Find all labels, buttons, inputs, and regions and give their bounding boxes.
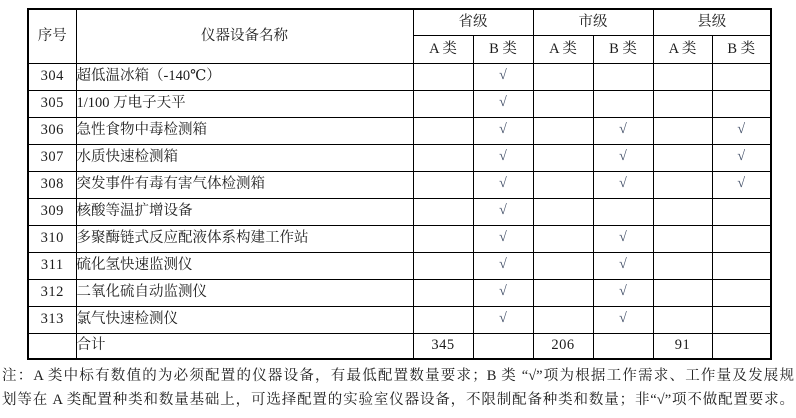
header-municipal-class-a: A 类 [533,35,593,63]
serial-cell: 304 [28,63,76,90]
header-provincial-class-a: A 类 [413,35,473,63]
empty-cell [653,279,712,306]
check-cell: √ [712,144,771,171]
table-row [28,198,771,225]
empty-cell [712,333,771,359]
header-county-class-b: B 类 [712,35,771,63]
empty-cell [533,306,593,333]
check-cell: √ [593,225,653,252]
empty-cell [533,90,593,117]
serial-cell: 310 [28,225,76,252]
empty-cell [712,198,771,225]
empty-cell [593,63,653,90]
equipment-name-cell: 超低温冰箱（-140℃） [76,63,413,90]
check-cell: √ [473,252,533,279]
check-cell: √ [473,90,533,117]
header-equipment-name: 仪器设备名称 [76,9,413,63]
serial-cell: 311 [28,252,76,279]
table-row [28,252,771,279]
empty-cell [653,63,712,90]
serial-cell: 306 [28,117,76,144]
check-cell: √ [593,306,653,333]
empty-cell [413,198,473,225]
equipment-name-cell: 1/100 万电子天平 [76,90,413,117]
empty-cell [533,117,593,144]
empty-cell [653,306,712,333]
empty-cell [413,279,473,306]
equipment-name-cell: 急性食物中毒检测箱 [76,117,413,144]
empty-cell [533,198,593,225]
empty-cell [533,279,593,306]
check-cell: √ [593,279,653,306]
empty-cell [473,333,533,359]
serial-cell: 312 [28,279,76,306]
table-row [28,63,771,90]
empty-cell [653,252,712,279]
header-county-class-a: A 类 [653,35,712,63]
header-serial: 序号 [28,9,76,63]
empty-cell [653,198,712,225]
check-cell: √ [712,171,771,198]
table-row [28,171,771,198]
empty-cell [533,144,593,171]
serial-cell: 309 [28,198,76,225]
empty-cell [413,225,473,252]
equipment-table-body [28,63,771,359]
empty-cell [712,252,771,279]
empty-cell [712,63,771,90]
empty-cell [712,306,771,333]
check-cell: √ [473,306,533,333]
empty-cell [413,63,473,90]
check-cell: √ [473,63,533,90]
header-municipal-class-b: B 类 [593,35,653,63]
empty-cell [413,117,473,144]
header-provincial-class-b: B 类 [473,35,533,63]
check-cell: √ [473,144,533,171]
empty-cell [533,252,593,279]
footnote-line-1: 注：A 类中标有数值的为必须配置的仪器设备，有最低配置数量要求；B 类 “√”项为根据工作需求、工作量及发展规 [2,368,794,384]
check-cell: √ [473,171,533,198]
equipment-name-cell: 水质快速检测箱 [76,144,413,171]
header-group-row [28,9,771,35]
empty-cell [653,144,712,171]
header-municipal: 市级 [533,9,653,35]
empty-cell [593,198,653,225]
footnote [2,364,794,412]
table-row [28,144,771,171]
table-row [28,306,771,333]
empty-cell [533,225,593,252]
serial-cell: 307 [28,144,76,171]
table-header [28,9,771,63]
empty-cell [712,90,771,117]
table-row [28,117,771,144]
check-cell: √ [473,198,533,225]
check-cell: √ [593,171,653,198]
equipment-name-cell: 硫化氢快速监测仪 [76,252,413,279]
empty-cell [653,117,712,144]
header-provincial: 省级 [413,9,533,35]
table-total-row [28,333,771,359]
check-cell: √ [593,117,653,144]
empty-cell [653,171,712,198]
equipment-name-cell: 核酸等温扩增设备 [76,198,413,225]
serial-cell: 313 [28,306,76,333]
table-row [28,90,771,117]
total-label-cell: 合计 [76,333,413,359]
check-cell: √ [593,144,653,171]
empty-cell [413,144,473,171]
serial-cell [28,333,76,359]
footnote-line-2: 划等在 A 类配置种类和数量基础上，可选择配置的实验室仪器设备，不限制配备种类和数量；非“√”项不做配置要求。 [2,392,794,408]
total-value-cell: 91 [653,333,712,359]
check-cell: √ [712,117,771,144]
empty-cell [533,63,593,90]
equipment-name-cell: 多聚酶链式反应配液体系构建工作站 [76,225,413,252]
empty-cell [413,171,473,198]
check-cell: √ [473,225,533,252]
empty-cell [413,306,473,333]
total-value-cell: 206 [533,333,593,359]
empty-cell [712,279,771,306]
empty-cell [593,90,653,117]
empty-cell [593,333,653,359]
equipment-name-cell: 氯气快速检测仪 [76,306,413,333]
empty-cell [413,252,473,279]
empty-cell [653,225,712,252]
equipment-name-cell: 二氧化硫自动监测仪 [76,279,413,306]
table-row [28,279,771,306]
check-cell: √ [473,279,533,306]
table-row [28,225,771,252]
serial-cell: 308 [28,171,76,198]
empty-cell [533,171,593,198]
empty-cell [653,90,712,117]
check-cell: √ [593,252,653,279]
empty-cell [413,90,473,117]
equipment-table [27,8,772,360]
serial-cell: 305 [28,90,76,117]
check-cell: √ [473,117,533,144]
equipment-name-cell: 突发事件有毒有害气体检测箱 [76,171,413,198]
header-county: 县级 [653,9,771,35]
empty-cell [712,225,771,252]
total-value-cell: 345 [413,333,473,359]
